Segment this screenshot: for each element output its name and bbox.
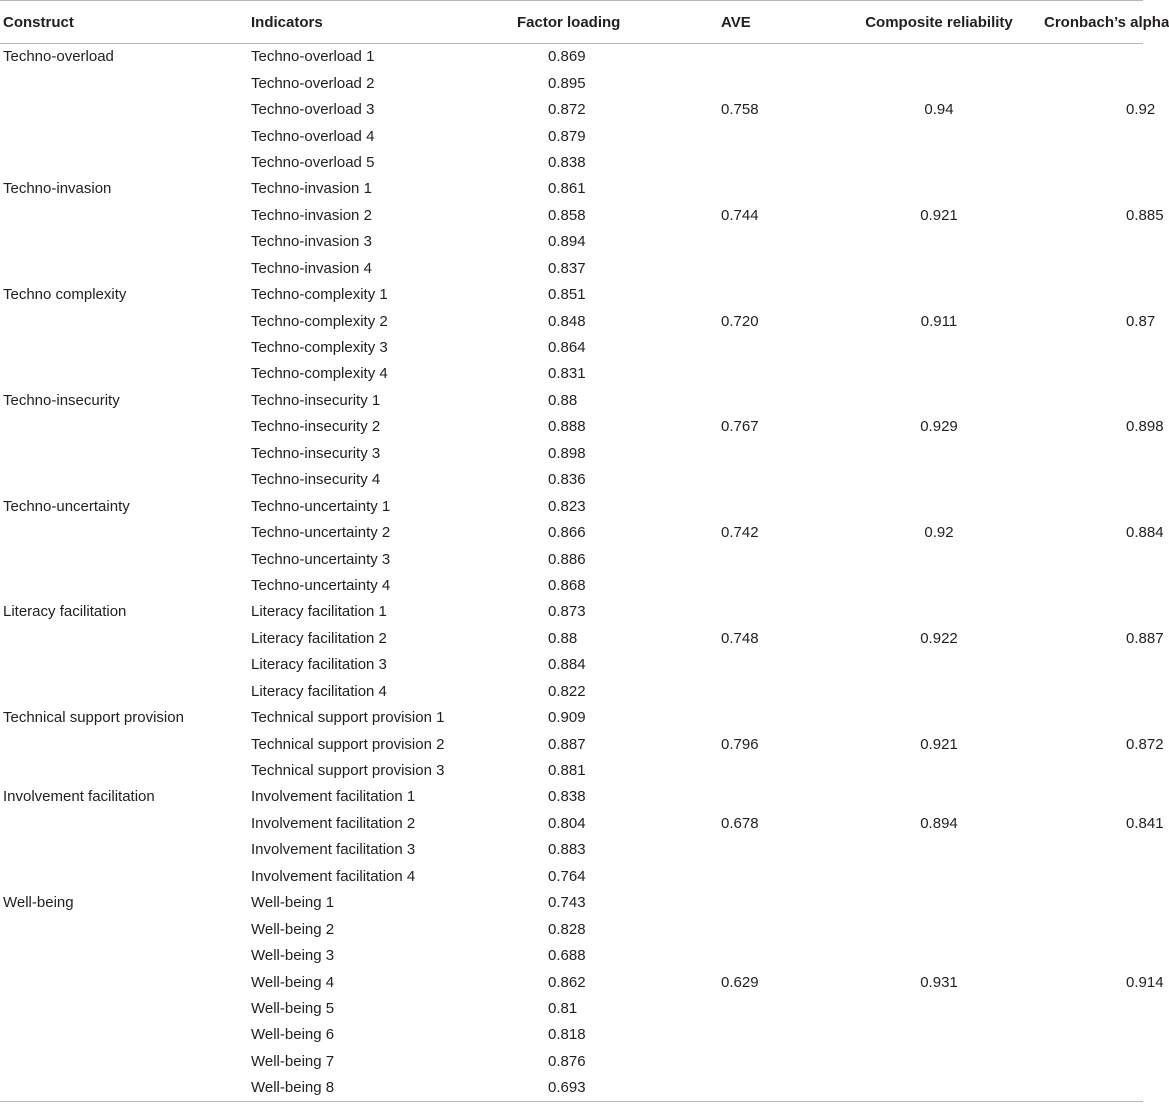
construct-cell [0,149,251,175]
cronbach-alpha-cell: 0.898 [1126,418,1164,436]
ave-cell: 0.742 [721,524,759,542]
ave-cell [663,255,834,281]
construct-cell [0,757,251,783]
construct-cell [0,731,251,757]
table-row [0,361,1143,387]
construct-cell: Techno-insecurity [3,391,120,409]
cronbach-alpha-cell [1044,678,1143,704]
factor-loading-cell: 0.876 [548,1052,586,1070]
cronbach-alpha-cell [1044,229,1143,255]
composite-reliability-cell [834,229,1044,255]
construct-cell [0,652,251,678]
construct-cell: Literacy facilitation [3,603,127,621]
table-header [0,1,1169,44]
composite-reliability-cell [834,863,1044,889]
composite-reliability-cell [834,255,1044,281]
construct-cell [0,572,251,598]
cronbach-alpha-cell [1044,599,1143,625]
factor-loading-cell: 0.879 [548,127,586,145]
construct-cell [0,625,251,651]
ave-cell [663,70,834,96]
ave-cell [663,599,834,625]
construct-cell: Techno-overload [3,48,114,66]
header-composite-reliability: Composite reliability [834,1,1044,44]
cronbach-alpha-cell [1044,440,1143,466]
construct-cell: Well-being [3,894,74,912]
cronbach-alpha-cell [1044,70,1143,96]
factor-loading-cell: 0.898 [548,444,586,462]
table-row [0,837,1143,863]
indicator-cell: Techno-overload 1 [251,48,375,66]
composite-reliability-cell [834,572,1044,598]
table-row [0,810,1143,836]
indicator-cell: Well-being 1 [251,894,335,912]
cronbach-alpha-cell [1044,387,1143,413]
factor-loading-cell: 0.837 [548,259,586,277]
construct-cell [0,334,251,360]
indicator-cell: Involvement facilitation 3 [251,841,416,859]
composite-reliability-cell: 0.931 [920,973,958,991]
composite-reliability-cell [834,70,1044,96]
factor-loading-cell: 0.88 [548,391,578,409]
ave-cell [663,493,834,519]
composite-reliability-cell [834,995,1044,1021]
ave-cell [663,334,834,360]
ave-cell [663,1022,834,1048]
factor-loading-cell: 0.836 [548,471,586,489]
construct-cell [0,1075,251,1101]
indicator-cell: Technical support provision 1 [251,709,445,727]
indicator-cell: Technical support provision 3 [251,762,445,780]
ave-cell [663,942,834,968]
table-row [0,334,1143,360]
factor-loading-cell: 0.866 [548,524,586,542]
table-row [0,202,1143,228]
construct-cell [0,916,251,942]
table-row [0,1048,1143,1074]
table-row [0,493,1143,519]
header-construct: Construct [0,1,251,44]
composite-reliability-cell [834,440,1044,466]
composite-reliability-cell [834,1022,1044,1048]
cronbach-alpha-cell: 0.884 [1126,524,1164,542]
cronbach-alpha-cell [1044,652,1143,678]
table-row [0,704,1143,730]
cronbach-alpha-cell: 0.872 [1126,735,1164,753]
factor-loading-cell: 0.883 [548,841,586,859]
ave-cell [663,784,834,810]
table-row [0,599,1143,625]
ave-cell [663,704,834,730]
table-body [0,44,1164,1102]
composite-reliability-cell [834,704,1044,730]
construct-cell [0,1022,251,1048]
construct-cell [0,678,251,704]
table-row [0,414,1143,440]
ave-cell [663,149,834,175]
indicator-cell: Techno-complexity 1 [251,286,388,304]
construct-cell [0,1048,251,1074]
ave-cell [663,890,834,916]
indicator-cell: Involvement facilitation 1 [251,788,416,806]
table-row [0,969,1143,995]
indicator-cell: Techno-uncertainty 3 [251,550,391,568]
indicator-cell: Literacy facilitation 3 [251,656,387,674]
cronbach-alpha-cell: 0.914 [1126,973,1164,991]
factor-loading-cell: 0.881 [548,762,586,780]
table-row [0,70,1143,96]
table-row [0,652,1143,678]
ave-cell [663,652,834,678]
composite-reliability-cell [834,599,1044,625]
factor-loading-cell: 0.864 [548,339,586,357]
composite-reliability-cell: 0.94 [924,101,954,119]
ave-cell [663,678,834,704]
ave-cell [663,1048,834,1074]
indicator-cell: Techno-overload 3 [251,101,375,119]
ave-cell [663,837,834,863]
composite-reliability-cell [834,890,1044,916]
construct-cell [0,863,251,889]
construct-cell [0,202,251,228]
construct-cell [0,123,251,149]
construct-cell [0,440,251,466]
factor-loading-cell: 0.818 [548,1026,586,1044]
ave-cell: 0.629 [721,973,759,991]
factor-loading-cell: 0.804 [548,814,586,832]
indicator-cell: Well-being 8 [251,1075,486,1101]
factor-loading-cell: 0.873 [548,603,586,621]
table-row [0,387,1143,413]
factor-loading-cell: 0.888 [548,418,586,436]
cronbach-alpha-cell [1044,1075,1143,1101]
cronbach-alpha-cell [1044,757,1143,783]
indicator-cell: Techno-insecurity 1 [251,391,381,409]
table-row [0,546,1143,572]
construct-cell: Techno-invasion [3,180,112,198]
construct-cell [0,810,251,836]
table-row [0,995,1143,1021]
cronbach-alpha-cell: 0.87 [1126,312,1156,330]
ave-cell: 0.796 [721,735,759,753]
construct-cell [0,414,251,440]
factor-loading-cell: 0.887 [548,735,586,753]
table-row [0,44,1143,70]
cronbach-alpha-cell [1044,361,1143,387]
composite-reliability-cell [834,1075,1044,1101]
composite-reliability-cell [834,942,1044,968]
factor-loading-cell: 0.858 [548,206,586,224]
cronbach-alpha-cell [1044,149,1143,175]
composite-reliability-cell: 0.921 [920,735,958,753]
cronbach-alpha-cell [1044,467,1143,493]
table-row [0,308,1143,334]
indicator-cell: Well-being 7 [251,1052,335,1070]
composite-reliability-cell: 0.92 [924,524,954,542]
table-row [0,281,1143,307]
ave-cell: 0.758 [721,101,759,119]
ave-cell [663,572,834,598]
construct-cell [0,546,251,572]
composite-reliability-cell: 0.911 [920,312,958,330]
composite-reliability-cell: 0.921 [920,206,958,224]
composite-reliability-cell [834,334,1044,360]
table-row [0,519,1143,545]
ave-cell [663,361,834,387]
composite-reliability-cell [834,678,1044,704]
cronbach-alpha-cell [1044,176,1143,202]
factor-loading-cell: 0.862 [548,973,586,991]
factor-loading-cell: 0.81 [548,999,578,1017]
factor-loading-cell: 0.868 [548,576,586,594]
factor-loading-cell: 0.838 [548,153,586,171]
construct-cell [0,467,251,493]
composite-reliability-cell [834,916,1044,942]
factor-loading-cell: 0.861 [548,180,586,198]
ave-cell [663,916,834,942]
composite-reliability-cell [834,467,1044,493]
factor-loading-cell: 0.869 [548,48,586,66]
composite-reliability-cell [834,281,1044,307]
header-ave: AVE [663,1,834,44]
ave-cell [663,229,834,255]
cronbach-alpha-cell [1044,255,1143,281]
construct-cell [0,361,251,387]
factor-loading-cell: 0.764 [548,867,586,885]
composite-reliability-cell: 0.922 [920,629,958,647]
indicator-cell: Literacy facilitation 4 [251,682,387,700]
table-row [0,784,1143,810]
ave-cell [663,440,834,466]
ave-cell [663,281,834,307]
ave-cell [663,757,834,783]
indicator-cell: Techno-complexity 4 [251,365,388,383]
construct-cell: Techno complexity [3,286,127,304]
indicator-cell: Techno-insecurity 4 [251,471,381,489]
cronbach-alpha-cell [1044,942,1143,968]
composite-reliability-cell [834,1048,1044,1074]
cronbach-alpha-cell [1044,334,1143,360]
indicator-cell: Techno-uncertainty 4 [251,576,391,594]
composite-reliability-cell: 0.929 [920,418,958,436]
table-row [0,731,1143,757]
indicator-cell: Techno-overload 2 [251,74,375,92]
construct-cell [0,519,251,545]
indicator-cell: Literacy facilitation 1 [251,603,387,621]
construct-cell [0,969,251,995]
construct-cell [0,255,251,281]
composite-reliability-cell [834,387,1044,413]
factor-loading-cell: 0.831 [548,365,586,383]
cronbach-alpha-cell [1044,44,1143,70]
construct-cell [0,70,251,96]
cronbach-alpha-cell [1044,493,1143,519]
table-row [0,916,1143,942]
table-row [0,757,1143,783]
construct-cell [0,942,251,968]
ave-cell: 0.678 [721,814,759,832]
table-row [0,255,1143,281]
table-row [0,942,1143,968]
composite-reliability-cell [834,784,1044,810]
composite-reliability-cell [834,652,1044,678]
cronbach-alpha-cell [1044,1022,1143,1048]
ave-cell [663,387,834,413]
ave-cell: 0.767 [721,418,759,436]
factor-loading-cell: 0.823 [548,497,586,515]
indicator-cell: Well-being 3 [251,947,335,965]
factor-loading-cell: 0.688 [548,947,586,965]
factor-loading-cell: 0.848 [548,312,586,330]
composite-reliability-cell [834,757,1044,783]
cronbach-alpha-cell [1044,837,1143,863]
composite-reliability-cell [834,149,1044,175]
factor-loading-cell: 0.884 [548,656,586,674]
composite-reliability-cell [834,546,1044,572]
header-row [0,1,1143,44]
indicator-cell: Literacy facilitation 2 [251,629,387,647]
construct-cell [0,308,251,334]
indicator-cell: Techno-uncertainty 1 [251,497,391,515]
factor-loading-cell: 0.895 [548,74,586,92]
table-row [0,678,1143,704]
cronbach-alpha-cell [1044,916,1143,942]
cronbach-alpha-cell [1044,784,1143,810]
indicator-cell: Techno-invasion 3 [251,233,372,251]
table-row [0,96,1143,122]
ave-cell [663,995,834,1021]
construct-cell: Technical support provision [3,709,184,727]
composite-reliability-cell [834,493,1044,519]
indicator-cell: Techno-invasion 4 [251,259,372,277]
factor-loading-cell: 0.851 [548,286,586,304]
header-factor-loading: Factor loading [486,1,663,44]
indicator-cell: Techno-invasion 2 [251,206,372,224]
factor-loading-cell: 0.828 [548,920,586,938]
table-row [0,625,1143,651]
indicator-cell: Involvement facilitation 4 [251,867,416,885]
indicator-cell: Technical support provision 2 [251,735,445,753]
indicator-cell: Well-being 2 [251,920,335,938]
factor-loading-cell: 0.872 [548,101,586,119]
composite-reliability-cell [834,44,1044,70]
factor-loading-cell: 0.88 [548,629,578,647]
cronbach-alpha-cell: 0.92 [1126,101,1156,119]
indicator-cell: Techno-complexity 3 [251,339,388,357]
ave-cell: 0.748 [721,629,759,647]
factor-loading-cell: 0.822 [548,682,586,700]
factor-loading-cell: 0.838 [548,788,586,806]
cronbach-alpha-cell [1044,704,1143,730]
composite-reliability-cell [834,176,1044,202]
factor-loading-cell: 0.886 [548,550,586,568]
cronbach-alpha-cell [1044,123,1143,149]
ave-cell: 0.744 [721,206,759,224]
indicator-cell: Techno-invasion 1 [251,180,372,198]
construct-cell [0,837,251,863]
header-indicators: Indicators [251,1,486,44]
ave-cell [663,467,834,493]
table-row [0,467,1143,493]
indicator-cell: Well-being 6 [251,1026,335,1044]
table-row [0,440,1143,466]
indicator-cell: Well-being 5 [251,999,335,1017]
cronbach-alpha-cell [1044,863,1143,889]
ave-cell [663,546,834,572]
indicator-cell: Techno-insecurity 2 [251,418,381,436]
construct-cell [0,96,251,122]
table-row [0,1075,1143,1101]
cronbach-alpha-cell: 0.887 [1126,629,1164,647]
table-row [0,123,1143,149]
ave-cell [663,176,834,202]
table-row [0,229,1143,255]
indicator-cell: Techno-insecurity 3 [251,444,381,462]
cronbach-alpha-cell: 0.885 [1126,206,1164,224]
indicator-cell: Techno-uncertainty 2 [251,524,391,542]
table-row [0,863,1143,889]
construct-cell: Involvement facilitation [3,788,155,806]
ave-cell [663,123,834,149]
ave-cell [663,1075,834,1101]
composite-reliability-cell [834,837,1044,863]
cronbach-alpha-cell [1044,890,1143,916]
factor-loading-cell: 0.894 [548,233,586,251]
composite-reliability-cell [834,361,1044,387]
indicator-cell: Techno-complexity 2 [251,312,388,330]
ave-cell [663,863,834,889]
construct-cell [0,995,251,1021]
cronbach-alpha-cell [1044,572,1143,598]
factor-loading-cell: 0.909 [548,709,586,727]
table-row [0,1022,1143,1048]
ave-cell: 0.720 [721,312,759,330]
composite-reliability-cell [834,123,1044,149]
indicator-cell: Involvement facilitation 2 [251,814,416,832]
indicator-cell: Techno-overload 4 [251,127,375,145]
composite-reliability-cell: 0.894 [920,814,958,832]
cronbach-alpha-cell [1044,995,1143,1021]
cronbach-alpha-cell [1044,1048,1143,1074]
indicator-cell: Techno-overload 5 [251,153,375,171]
construct-cell: Techno-uncertainty [3,497,130,515]
construct-cell [0,229,251,255]
cronbach-alpha-cell [1044,546,1143,572]
table-row [0,176,1143,202]
header-cronbach-alpha: Cronbach’s alpha [1044,1,1143,44]
table-row [0,149,1143,175]
cronbach-alpha-cell: 0.841 [1126,814,1164,832]
table-row [0,572,1143,598]
factor-loading-cell: 0.743 [548,894,586,912]
indicator-cell: Well-being 4 [251,973,335,991]
cronbach-alpha-cell [1044,281,1143,307]
ave-cell [663,44,834,70]
table-row [0,890,1143,916]
factor-loading-cell: 0.693 [486,1075,663,1101]
